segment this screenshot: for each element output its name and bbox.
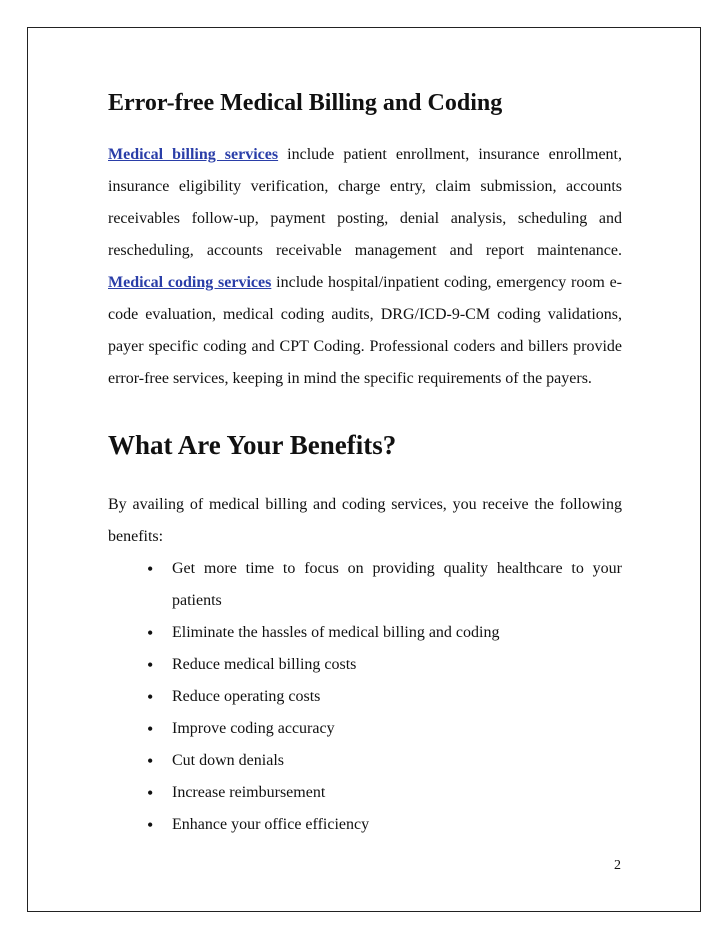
list-item-text: Reduce medical billing costs xyxy=(172,656,357,673)
document-content xyxy=(108,84,622,841)
bullet-icon: • xyxy=(147,751,154,771)
list-item-text: Reduce operating costs xyxy=(172,688,321,705)
list-item-text: Cut down denials xyxy=(172,752,284,769)
list-item xyxy=(147,649,622,681)
list-item xyxy=(147,777,622,809)
link-medical-coding-services[interactable]: Medical coding services xyxy=(108,274,272,291)
list-item xyxy=(147,617,622,649)
list-item-text: Increase reimbursement xyxy=(172,784,326,801)
list-item xyxy=(147,553,622,617)
bullet-icon: • xyxy=(147,655,154,675)
list-item-text: Improve coding accuracy xyxy=(172,720,335,737)
bullet-icon: • xyxy=(147,559,154,579)
list-item xyxy=(147,745,622,777)
heading-benefits: What Are Your Benefits? xyxy=(108,430,397,460)
benefits-list xyxy=(108,553,622,841)
bullet-icon: • xyxy=(147,783,154,803)
bullet-icon: • xyxy=(147,623,154,643)
page-number: 2 xyxy=(614,858,621,873)
bullet-icon: • xyxy=(147,719,154,739)
text-billing-description: include patient enrollment, insurance enrollment, insurance eligibility verification, charge entry, claim submission, accounts receivables follow-up, payment posting, denial analysis, scheduling and rescheduling, accounts receivable management and report maintenance. xyxy=(108,146,622,259)
list-item xyxy=(147,809,622,841)
list-item xyxy=(147,681,622,713)
list-item-text: Get more time to focus on providing quality healthcare to your patients xyxy=(172,560,622,609)
list-item xyxy=(147,713,622,745)
list-item-text: Eliminate the hassles of medical billing and coding xyxy=(172,624,500,641)
list-item-text: Enhance your office efficiency xyxy=(172,816,370,833)
text-coding-description: include hospital/inpatient coding, emergency room e-code evaluation, medical coding audits, DRG/ICD-9-CM coding validations, payer specific coding and CPT Coding. Professional coders and billers provide error-free services, keeping in mind the specific requirements of the payers. xyxy=(108,274,623,387)
heading-medical-billing-coding: Error-free Medical Billing and Coding xyxy=(108,90,503,116)
paragraph-services xyxy=(108,139,622,395)
bullet-icon: • xyxy=(147,815,154,835)
link-medical-billing-services[interactable]: Medical billing services xyxy=(108,146,279,163)
paragraph-benefits-intro: By availing of medical billing and coding services, you receive the following benefits: xyxy=(108,496,622,545)
bullet-icon: • xyxy=(147,687,154,707)
